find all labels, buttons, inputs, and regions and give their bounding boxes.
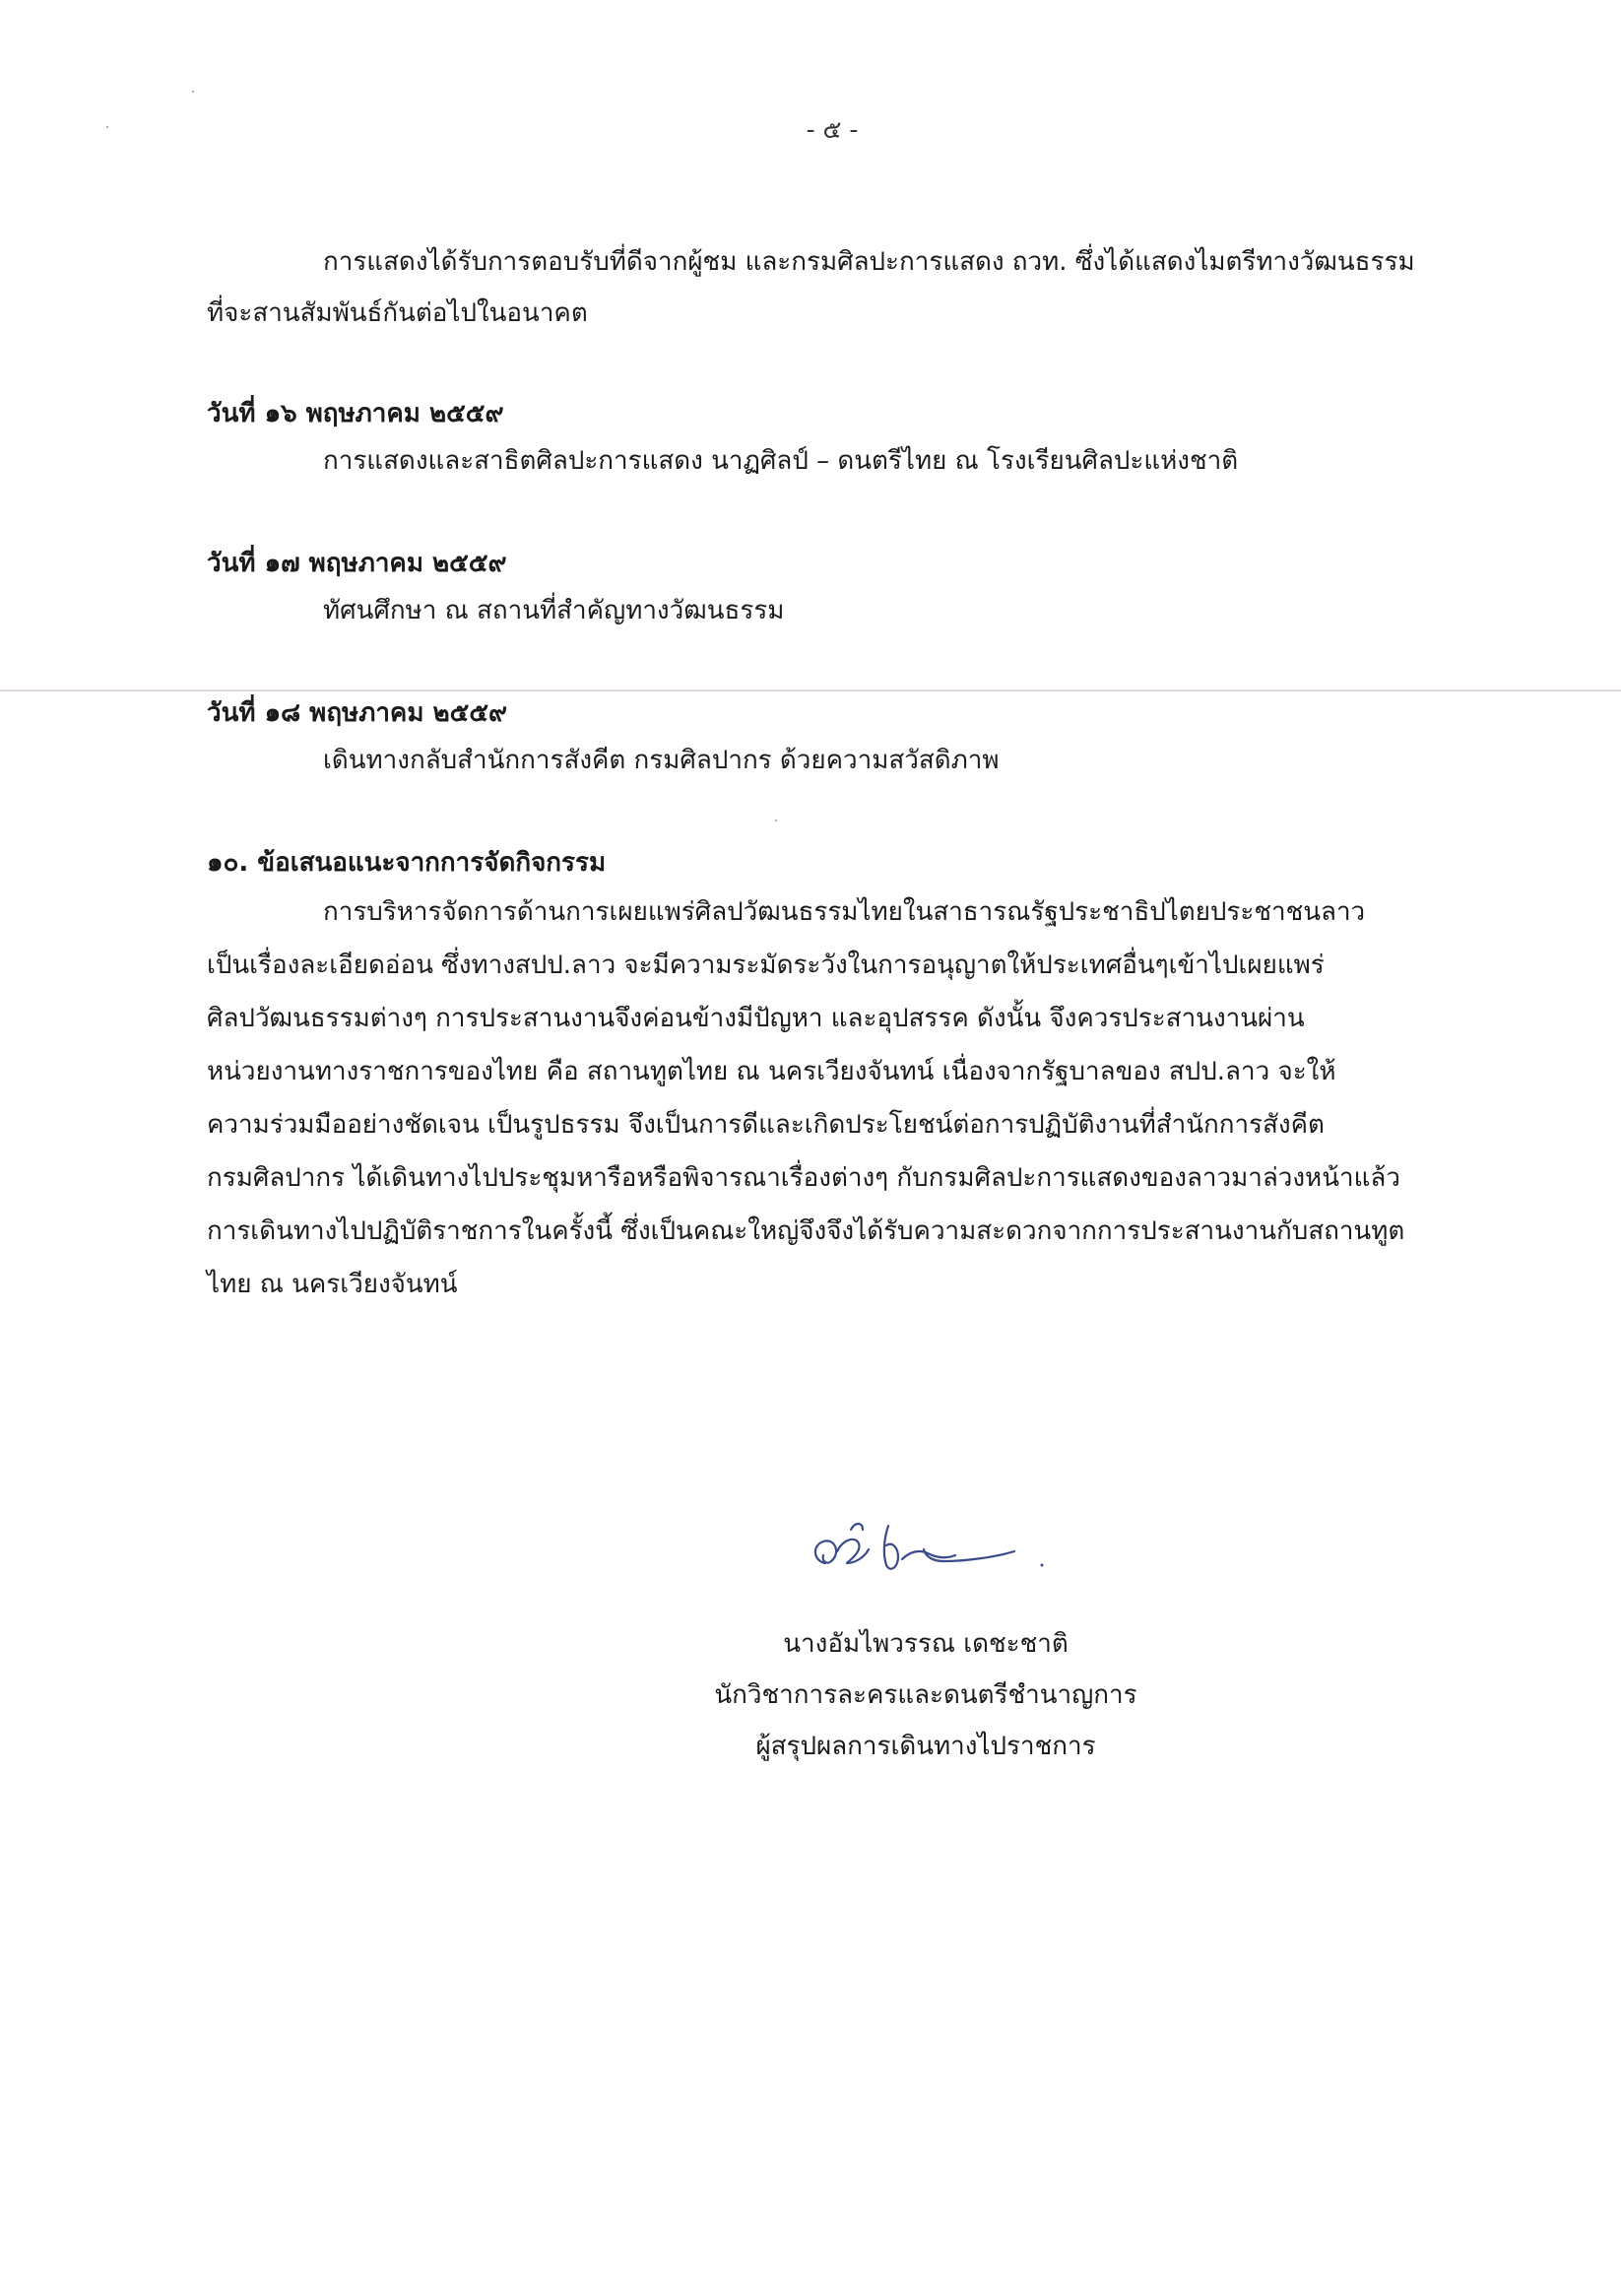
- day-18-text: เดินทางกลับสำนักการสังคีต กรมศิลปากร ด้วยความสวัสดิภาพ: [323, 746, 1000, 775]
- signatory-role: ผู้สรุปผลการเดินทางไปราชการ: [755, 1732, 1096, 1761]
- signatory-position: นักวิชาการละครและดนตรีชำนาญการ: [714, 1680, 1137, 1710]
- section-10-line: การบริหารจัดการด้านการเผยแพร่ศิลปวัฒนธรรมไทยในสาธารณรัฐประชาธิปไตยประชาชนลาว: [323, 897, 1366, 927]
- signatory-name: นางอัมไพวรรณ เดชะชาติ: [783, 1629, 1069, 1659]
- section-10-line: กรมศิลปากร ได้เดินทางไปประชุมหารือหรือพิจารณาเรื่องต่างๆ กับกรมศิลปะการแสดงของลาวมาล่วงหน้าแล้ว: [207, 1163, 1400, 1193]
- scan-artifact-line: [0, 689, 1621, 691]
- section-10-line: ไทย ณ นครเวียงจันทน์: [207, 1270, 458, 1299]
- intro-line-1: การแสดงได้รับการตอบรับที่ดีจากผู้ชม และกรมศิลปะการแสดง ถวท. ซึ่งได้แสดงไมตรีทางวัฒนธรรม: [323, 247, 1415, 277]
- section-10-line: การเดินทางไปปฏิบัติราชการในครั้งนี้ ซึ่งเป็นคณะใหญ่จึงจึงได้รับความสะดวกจากการประสานงานกับสถานทูต: [207, 1216, 1405, 1246]
- day-17-text: ทัศนศึกษา ณ สถานที่สำคัญทางวัฒนธรรม: [323, 596, 785, 625]
- section-10-line: หน่วยงานทางราชการของไทย คือ สถานทูตไทย ณ นครเวียงจันทน์ เนื่องจากรัฐบาลของ สปป.ลาว จะให้: [207, 1057, 1336, 1086]
- scan-speck: [192, 91, 194, 93]
- scan-speck: [775, 820, 777, 821]
- day-18-heading: วันที่ ๑๘ พฤษภาคม ๒๕๕๙: [207, 698, 508, 728]
- day-17-heading: วันที่ ๑๗ พฤษภาคม ๒๕๕๙: [207, 549, 507, 578]
- section-10-heading: ๑๐. ข้อเสนอแนะจากการจัดกิจกรรม: [207, 848, 607, 878]
- handwritten-signature: [808, 1502, 1064, 1591]
- page-number: - ๕ -: [806, 115, 859, 144]
- day-16-text: การแสดงและสาธิตศิลปะการแสดง นาฏศิลป์ – ดนตรีไทย ณ โรงเรียนศิลปะแห่งชาติ: [323, 446, 1239, 476]
- section-10-line: ศิลปวัฒนธรรมต่างๆ การประสานงานจึงค่อนข้างมีปัญหา และอุปสรรค ดังนั้น จึงควรประสานงานผ่าน: [207, 1004, 1305, 1033]
- section-10-line: เป็นเรื่องละเอียดอ่อน ซึ่งทางสปป.ลาว จะมีความระมัดระวังในการอนุญาตให้ประเทศอื่นๆเข้าไปเผยแพร่: [207, 951, 1325, 980]
- day-16-heading: วันที่ ๑๖ พฤษภาคม ๒๕๕๙: [207, 399, 504, 428]
- section-10-line: ความร่วมมืออย่างชัดเจน เป็นรูปธรรม จึงเป็นการดีและเกิดประโยชน์ต่อการปฏิบัติงานที่สำนักการสังคีต: [207, 1110, 1325, 1140]
- intro-line-2: ที่จะสานสัมพันธ์กันต่อไปในอนาคต: [207, 298, 588, 328]
